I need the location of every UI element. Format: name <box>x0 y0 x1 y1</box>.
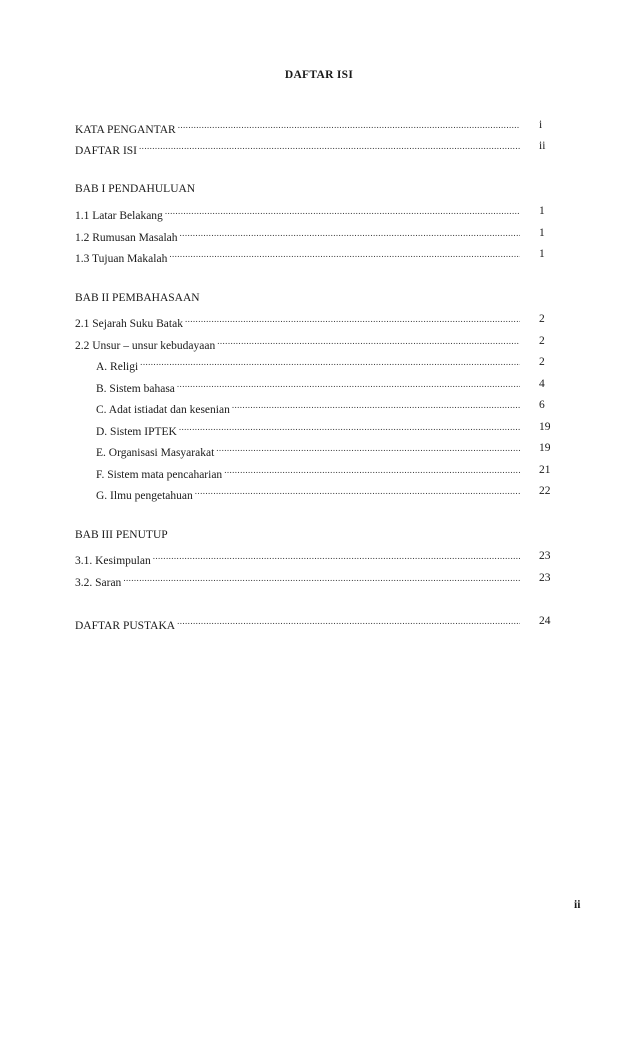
toc-entry-sejarah-suku-batak <box>75 311 520 330</box>
toc-subentry-ilmu-pengetahuan <box>96 483 520 502</box>
dot-leader <box>178 117 520 133</box>
toc-entry-unsur-kebudayaan <box>75 333 520 352</box>
toc-entry-label: KATA PENGANTAR <box>75 124 176 136</box>
toc-entry-label: 3.1. Kesimpulan <box>75 555 151 567</box>
dot-leader <box>224 462 520 478</box>
dot-leader <box>139 138 520 154</box>
toc-entry-page: 1 <box>539 248 545 260</box>
dot-leader <box>177 613 520 629</box>
dot-leader <box>179 419 520 435</box>
toc-entry-label: DAFTAR ISI <box>75 145 138 157</box>
dot-leader <box>140 354 520 370</box>
section-heading-bab-3: BAB III PENUTUP <box>75 529 168 541</box>
toc-entry-daftar-isi <box>75 138 520 157</box>
toc-entry-page: 6 <box>539 399 545 411</box>
toc-entry-label: 2.1 Sejarah Suku Batak <box>75 318 183 330</box>
dot-leader <box>177 376 520 392</box>
toc-subentry-adat-istiadat <box>96 397 520 416</box>
toc-subentry-mata-pencaharian <box>96 462 520 481</box>
toc-entry-page: 2 <box>539 335 545 347</box>
toc-entry-kesimpulan <box>75 548 520 567</box>
toc-subentry-religi <box>96 354 520 373</box>
dot-leader <box>217 333 520 349</box>
toc-subentry-sistem-iptek <box>96 419 520 438</box>
toc-entry-page: 4 <box>539 378 545 390</box>
toc-entry-label: DAFTAR PUSTAKA <box>75 620 176 632</box>
toc-entry-page: 19 <box>539 421 551 433</box>
toc-entry-page: i <box>539 119 543 131</box>
dot-leader <box>123 570 520 586</box>
toc-entry-kata-pengantar <box>75 117 520 136</box>
toc-entry-rumusan-masalah <box>75 225 520 244</box>
dot-leader <box>169 246 520 262</box>
dot-leader <box>153 548 520 564</box>
toc-entry-label: D. Sistem IPTEK <box>96 426 177 438</box>
toc-entry-page: 1 <box>539 227 545 239</box>
dot-leader <box>195 483 520 499</box>
toc-entry-page: 23 <box>539 550 551 562</box>
toc-entry-page: 24 <box>539 615 551 627</box>
toc-entry-label: 1.3 Tujuan Makalah <box>75 253 168 265</box>
toc-entry-saran <box>75 570 520 589</box>
toc-entry-daftar-pustaka <box>75 613 520 632</box>
toc-entry-page: 21 <box>539 464 551 476</box>
toc-entry-label: 1.2 Rumusan Masalah <box>75 232 178 244</box>
toc-entry-label: 1.1 Latar Belakang <box>75 210 163 222</box>
toc-subentry-sistem-bahasa <box>96 376 520 395</box>
toc-entry-label: 2.2 Unsur – unsur kebudayaan <box>75 340 216 352</box>
dot-leader <box>165 203 520 219</box>
toc-entry-page: 1 <box>539 205 545 217</box>
dot-leader <box>232 397 520 413</box>
page-title: DAFTAR ISI <box>284 69 354 81</box>
toc-subentry-organisasi-masyarakat <box>96 440 520 459</box>
toc-entry-page: 22 <box>539 485 551 497</box>
toc-entry-label: E. Organisasi Masyarakat <box>96 447 215 459</box>
dot-leader <box>216 440 520 456</box>
toc-entry-label: B. Sistem bahasa <box>96 383 175 395</box>
toc-entry-label: C. Adat istiadat dan kesenian <box>96 404 230 416</box>
toc-entry-label: G. Ilmu pengetahuan <box>96 490 193 502</box>
dot-leader <box>185 311 520 327</box>
toc-entry-page: ii <box>539 140 546 152</box>
dot-leader <box>180 225 520 241</box>
toc-entry-page: 2 <box>539 356 545 368</box>
page-number: ii <box>574 899 581 911</box>
section-heading-bab-2: BAB II PEMBAHASAAN <box>75 292 200 304</box>
toc-entry-page: 23 <box>539 572 551 584</box>
toc-entry-label: A. Religi <box>96 361 139 373</box>
toc-entry-label: F. Sistem mata pencaharian <box>96 469 223 481</box>
toc-entry-label: 3.2. Saran <box>75 577 122 589</box>
toc-entry-tujuan-makalah <box>75 246 520 265</box>
toc-entry-latar-belakang <box>75 203 520 222</box>
toc-entry-page: 2 <box>539 313 545 325</box>
section-heading-bab-1: BAB I PENDAHULUAN <box>75 183 196 195</box>
toc-entry-page: 19 <box>539 442 551 454</box>
